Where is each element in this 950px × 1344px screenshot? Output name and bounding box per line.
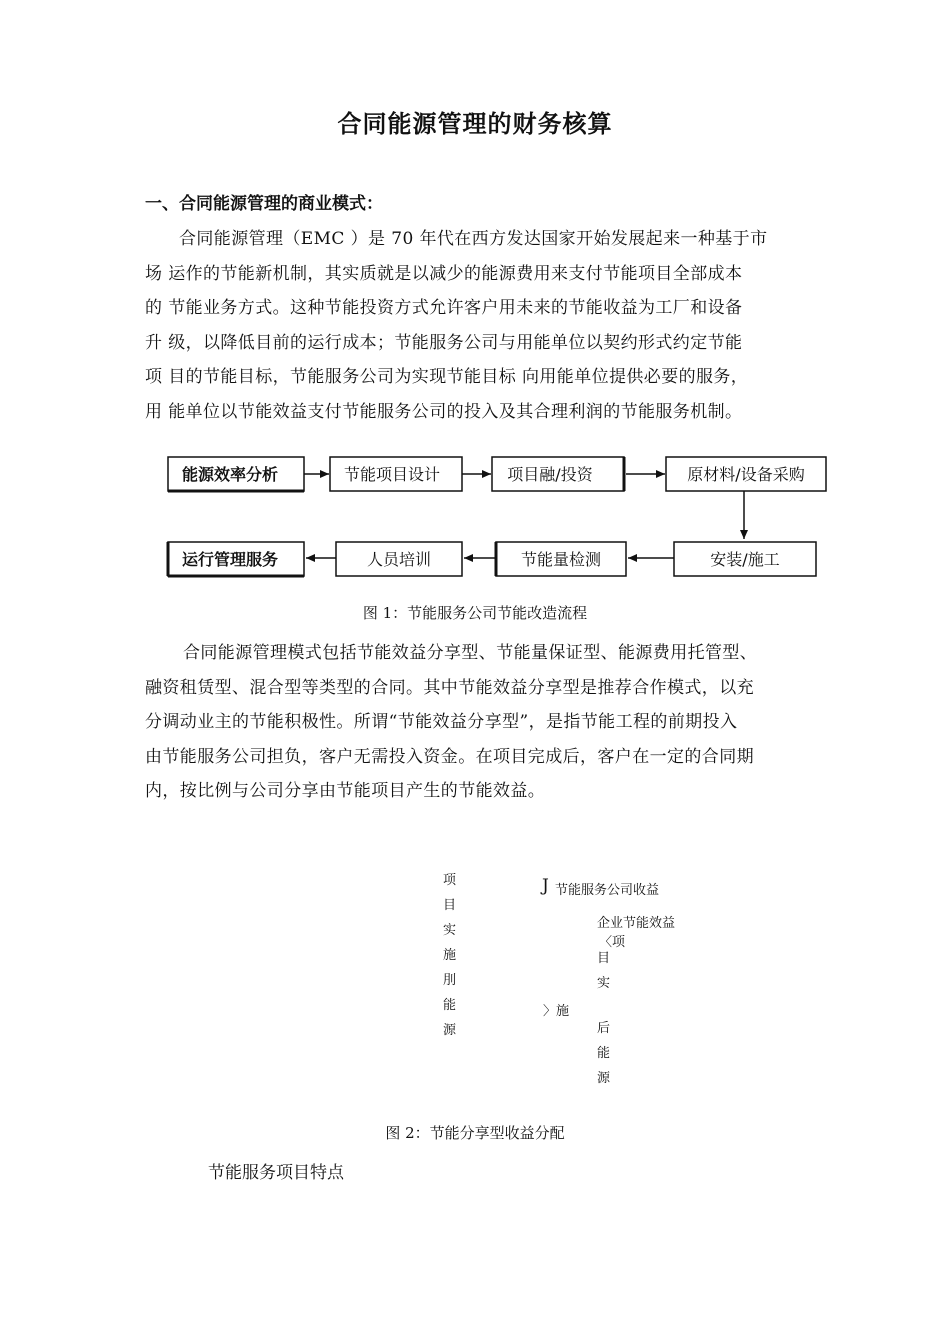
paragraph-line: 项 目的节能目标，节能服务公司为实现节能目标 向用能单位提供必要的服务，: [145, 367, 749, 387]
figure-1-caption: 图 1：节能服务公司节能改造流程: [362, 604, 588, 622]
flow-box-staff-training: [336, 542, 462, 576]
paragraph-line: 用 能单位以节能效益支付节能服务公司的投入及其合理利润的节能服务机制。: [145, 401, 743, 422]
paragraph-line: 由节能服务公司担负，客户无需投入资金。在项目完成后，客户在一定的合同期: [145, 746, 754, 767]
flow-box-energy-analysis: [168, 457, 304, 491]
figure-2-enterprise-savings: 企业节能效益: [597, 916, 676, 931]
subheading-project-features: 节能服务项目特点: [208, 1163, 344, 1183]
paragraph-line: 合同能源管理模式包括节能效益分享型、节能量保证型、能源费用托管型、: [183, 643, 758, 663]
figure-2-right-column: [597, 946, 610, 996]
page-title: 合同能源管理的财务核算: [337, 110, 613, 138]
figure-2-arrow-label: 〉施: [543, 1004, 570, 1019]
figure-2-char: 项: [443, 873, 457, 888]
flow-label: 原材料/设备采购: [687, 465, 805, 484]
flow-label: 运行管理服务: [181, 550, 279, 569]
flow-label: 节能项目设计: [343, 465, 441, 484]
flow-box-project-design: [330, 457, 462, 491]
section-heading-business-model: 一、合同能源管理的商业模式：: [145, 194, 383, 214]
flow-box-energy-measurement: [496, 542, 626, 576]
flow-box-installation: [674, 542, 816, 576]
paragraph-line: 融资租赁型、混合型等类型的合同。其中节能效益分享型是推荐合作模式，以充: [145, 677, 754, 698]
figure-2-char: 实: [597, 976, 611, 991]
figure-2-caption: 图 2：节能分享型收益分配: [385, 1124, 565, 1142]
flow-box-operation-management: [168, 542, 304, 576]
figure-2-char: 能: [597, 1046, 611, 1061]
figure-2-service-company-income: 节能服务公司收益: [555, 883, 660, 898]
flow-label: 节能量检测: [520, 550, 602, 569]
paragraph-emc-intro: [145, 222, 817, 429]
flow-label: 项目融/投资: [507, 465, 593, 484]
paragraph-line: 的 节能业务方式。这种节能投资方式允许客户用未来的节能收益为工厂和设备: [145, 298, 743, 318]
figure-2-char: 后: [597, 1021, 611, 1036]
paragraph-line: 分调动业主的节能积极性。所谓“节能效益分享型”，是指节能工程的前期投入: [145, 712, 738, 732]
figure-2-left-column: [443, 868, 456, 1043]
paragraph-line: 场 运作的节能新机制，其实质就是以减少的能源费用来支付节能项目全部成本: [145, 263, 743, 284]
figure-2-right-head: 〈项: [599, 935, 626, 950]
figure-2-char: 能: [443, 998, 457, 1013]
figure-2-right-column-2: [597, 1016, 610, 1091]
figure-2-j-mark: J: [542, 876, 549, 896]
figure-2-char: 刖: [443, 973, 457, 988]
flow-label: 能源效率分析: [181, 465, 279, 484]
paragraph-line: 升 级，以降低目前的运行成本；节能服务公司与用能单位以契约形式约定节能: [145, 332, 743, 353]
flow-label: 安装/施工: [710, 550, 780, 569]
figure-2-char: 目: [597, 951, 611, 966]
figure-2-char: 源: [597, 1071, 611, 1086]
flow-box-financing: [492, 457, 624, 491]
paragraph-line: 内，按比例与公司分享由节能项目产生的节能效益。: [145, 781, 546, 801]
figure-2-char: 实: [443, 923, 457, 938]
flowchart-energy-retrofit-process: [0, 450, 950, 590]
figure-2-char: 源: [443, 1023, 457, 1038]
paragraph-line: 合同能源管理（EMC ）是 70 年代在西方发达国家开始发展起来一种基于市: [179, 229, 768, 249]
flow-label: 人员培训: [366, 550, 432, 569]
paragraph-emc-models: [145, 636, 817, 809]
flow-box-procurement: [666, 457, 826, 491]
figure-2-char: 施: [443, 948, 457, 963]
figure-2-char: 目: [443, 898, 457, 913]
